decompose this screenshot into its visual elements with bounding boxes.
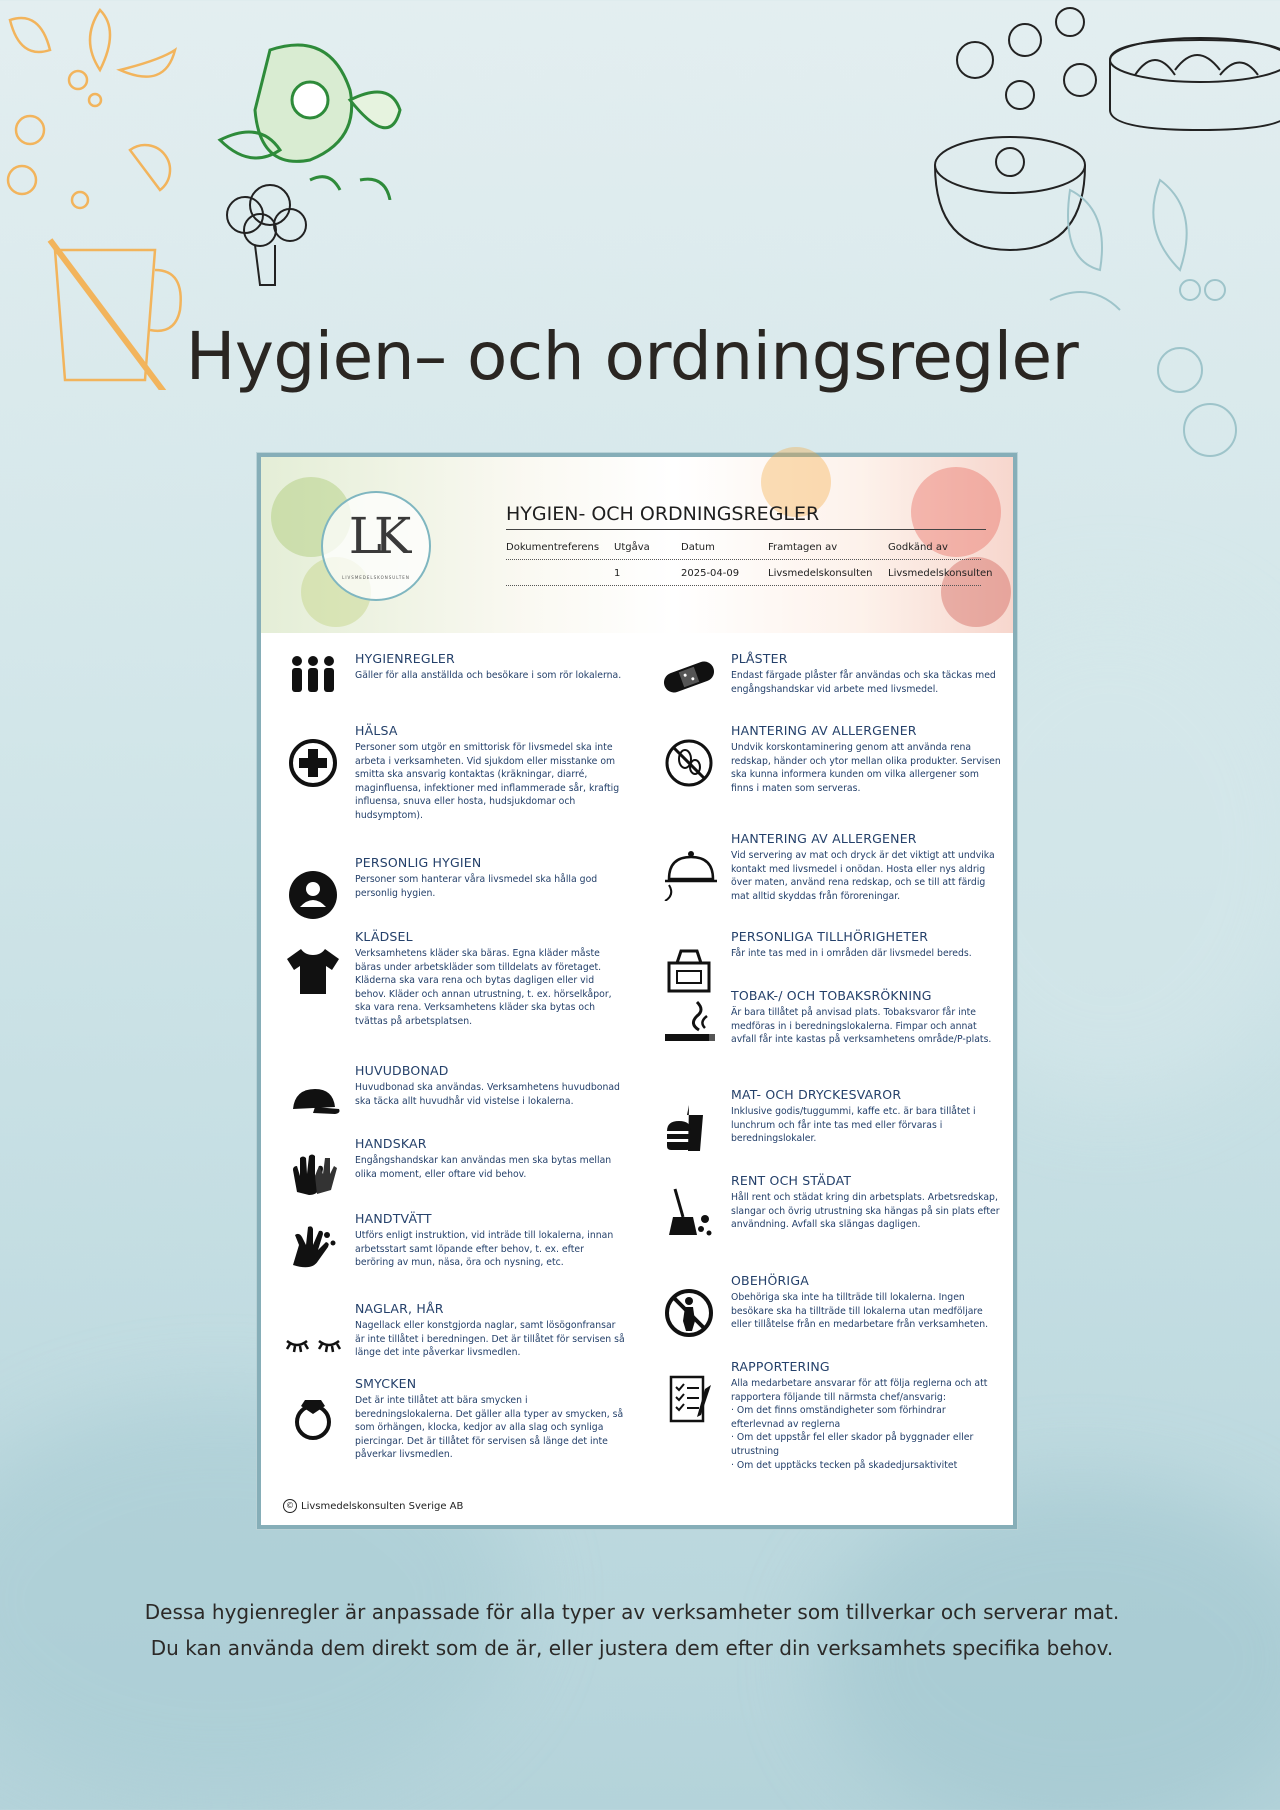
people-icon	[283, 647, 343, 707]
person-icon	[283, 865, 343, 925]
meta-value-date: 2025-04-09	[681, 568, 740, 579]
cap-icon	[283, 1073, 343, 1133]
cloche-icon	[659, 841, 719, 901]
document-title: HYGIEN- OCH ORDNINGSREGLER	[506, 503, 986, 530]
document-preview	[257, 453, 1017, 1529]
rule-text	[731, 1087, 1001, 1146]
rule-text	[355, 929, 625, 1029]
belongings-icon	[659, 939, 719, 999]
copyright-icon: ©	[283, 1499, 297, 1513]
rule-body: Håll rent och städat kring din arbetsplats. Arbetsredskap, slangar och övrig utrustning ska hängas på sin plats efter användning. Avfall ska slängas dagligen.	[731, 1192, 1000, 1231]
rule-body: Är bara tillåtet på anvisad plats. Tobaksvaror får inte medföras in i beredningslokalerna. Fimpar och annat avfall får inte kastas på verksamhetens område/P-plats.	[731, 1007, 992, 1046]
rule-heading: HYGIENREGLER	[355, 651, 455, 666]
document-header	[261, 457, 1013, 633]
rule-body: Alla medarbetare ansvarar för att följa reglerna och att rapportera följande till närmsta chef/ansvarig: · Om det finns omständigheter som förhindrar efterlevnad av reglerna · Om det uppstår fel eller skador på byggnader eller utrustning · Om det upptäcks tecken på skadedjursaktivitet	[731, 1378, 988, 1471]
meta-header-reference: Dokumentreferens	[506, 542, 600, 553]
rule-body: Vid servering av mat och dryck är det viktigt att undvika kontakt med livsmedel i onödan. Hosta eller nys aldrig över maten, använd rena redskap, och se till att färdig mat alltid skyddas från föroreningar.	[731, 850, 995, 902]
fastfood-icon	[659, 1097, 719, 1157]
meta-value-edition: 1	[614, 568, 621, 579]
cleaning-icon	[659, 1183, 719, 1243]
rule-text	[355, 1063, 625, 1108]
avocado-illustration	[210, 30, 410, 200]
rule-text	[731, 1273, 1001, 1332]
meta-header-date: Datum	[681, 542, 715, 553]
rule-body: Endast färgade plåster får användas och ska täckas med engångshandskar vid arbete med livsmedel.	[731, 670, 996, 695]
rule-text	[355, 1376, 625, 1462]
meta-header-row	[506, 540, 981, 560]
rule-heading: TOBAK-/ OCH TOBAKSRÖKNING	[731, 988, 932, 1003]
rule-heading: NAGLAR, HÅR	[355, 1301, 444, 1316]
health-cross-icon	[283, 733, 343, 793]
rules-body	[261, 633, 1013, 1513]
meta-value-author: Livsmedelskonsulten	[768, 568, 873, 579]
rule-body: Gäller för alla anställda och besökare i som rör lokalerna.	[355, 670, 622, 681]
rule-body: Personer som utgör en smittorisk för livsmedel ska inte arbeta i verksamheten. Vid sjukdom eller misstanke om smitta ska ansvarig kontaktas (kräkningar, diarré, maginfluensa, infektioner med inflammerade sår, kraftig influensa, snuva eller hosta, hudsjukdomar och hudsymptom).	[355, 742, 620, 821]
rule-heading: PERSONLIGA TILLHÖRIGHETER	[731, 929, 929, 944]
document-footer	[283, 1499, 463, 1513]
rule-body: Utförs enligt instruktion, vid inträde till lokalerna, innan arbetsstart samt löpande efter behov, t. ex. efter beröring av mun, näsa, öra och nysning, etc.	[355, 1230, 614, 1269]
rule-heading: MAT- OCH DRYCKESVAROR	[731, 1087, 902, 1102]
rule-body: Får inte tas med in i områden där livsmedel bereds.	[731, 948, 972, 959]
rule-text	[355, 651, 625, 683]
footer-text: Livsmedelskonsulten Sverige AB	[301, 1501, 464, 1512]
rule-heading: SMYCKEN	[355, 1376, 417, 1391]
rule-body: Obehöriga ska inte ha tillträde till lokalerna. Ingen besökare ska ha tillträde till lokalerna utan medföljare eller tillåtelse från en medarbetare från verksamheten.	[731, 1292, 989, 1331]
rule-body: Engångshandskar kan användas men ska bytas mellan olika moment, eller oftare vid behov.	[355, 1155, 612, 1180]
rule-heading: HANTERING AV ALLERGENER	[731, 723, 917, 738]
rule-heading: RENT OCH STÄDAT	[731, 1173, 852, 1188]
tshirt-icon	[283, 939, 343, 999]
company-logo	[321, 491, 431, 601]
rule-heading: HANDTVÄTT	[355, 1211, 432, 1226]
rule-text	[731, 929, 1001, 961]
broccoli-illustration	[215, 180, 315, 290]
rule-heading: HUVUDBONAD	[355, 1063, 449, 1078]
eyelashes-icon	[283, 1311, 343, 1371]
rule-body: Undvik korskontaminering genom att använda rena redskap, händer och ytor mellan olika produkter. Servisen ska kunna informera kunden om vilka allergener som finns i maten som serveras.	[731, 742, 1001, 794]
rule-text	[355, 1301, 625, 1360]
rule-heading: KLÄDSEL	[355, 929, 413, 944]
rule-text	[731, 1359, 1001, 1472]
rule-heading: HÄLSA	[355, 723, 398, 738]
page-headline: Hygien– och ordningsregler	[185, 318, 1079, 395]
rule-text	[731, 988, 1001, 1047]
logo-text: LIVSMEDELSKONSULTEN	[342, 575, 410, 580]
rule-body: Inklusive godis/tuggummi, kaffe etc. är bara tillåtet i lunchrum och får inte tas med eller förvaras i beredningslokaler.	[731, 1106, 976, 1145]
rule-heading: RAPPORTERING	[731, 1359, 830, 1374]
no-entry-icon	[659, 1283, 719, 1343]
rule-text	[731, 831, 1001, 903]
meta-header-author: Framtagen av	[768, 542, 838, 553]
rule-body: Huvudbonad ska användas. Verksamhetens huvudbonad ska täcka allt huvudhår vid vistelse i lokalerna.	[355, 1082, 620, 1107]
allergen-icon	[659, 733, 719, 793]
meta-value-approver: Livsmedelskonsulten	[888, 568, 993, 579]
rule-heading: HANTERING AV ALLERGENER	[731, 831, 917, 846]
rule-body: Verksamhetens kläder ska bäras. Egna kläder måste bäras under arbetskläder som tilldelats av företaget. Kläderna ska vara rena och bytas dagligen eller vid behov. Kläder och annan utrustning, t. ex. hörselkåpor, ska vara rena. Verksamhetens kläder ska bytas och tvättas på arbetsplatsen.	[355, 948, 612, 1027]
checklist-icon	[659, 1369, 719, 1429]
rule-heading: PERSONLIG HYGIEN	[355, 855, 482, 870]
caption-line-2: Du kan använda dem direkt som de är, eller justera dem efter din verksamhets specifika behov.	[150, 1636, 1114, 1660]
meta-value-row	[506, 566, 993, 586]
rule-heading: OBEHÖRIGA	[731, 1273, 809, 1288]
caption-line-1: Dessa hygienregler är anpassade för alla typer av verksamheter som tillverkar och serverar mat.	[144, 1600, 1120, 1624]
ring-icon	[283, 1386, 343, 1446]
rule-heading: HANDSKAR	[355, 1136, 427, 1151]
rule-heading: PLÅSTER	[731, 651, 788, 666]
bandage-icon	[659, 647, 719, 707]
rule-body: Det är inte tillåtet att bära smycken i beredningslokalerna. Det gäller alla typer av smycken, så som örhängen, klocka, kedjor av alla slag och synliga piercingar. Det är tillåtet för servisen så länge det inte påverkar livsmedlen.	[355, 1395, 624, 1461]
rule-text	[731, 651, 1001, 696]
smoking-icon	[659, 998, 719, 1058]
rule-text	[355, 1211, 625, 1270]
rule-text	[355, 723, 625, 823]
logo-mark: LK	[348, 507, 404, 565]
gloves-icon	[283, 1146, 343, 1206]
rule-text	[731, 1173, 1001, 1232]
handwash-icon	[283, 1221, 343, 1281]
rule-text	[355, 1136, 625, 1181]
rule-text	[355, 855, 625, 900]
rule-body: Nagellack eller konstgjorda naglar, samt lösögonfransar är inte tillåtet i beredningen. Det är tillåtet för servisen så länge det inte påverkar livsmedlen.	[355, 1320, 625, 1359]
meta-header-edition: Utgåva	[614, 542, 650, 553]
rule-body: Personer som hanterar våra livsmedel ska hålla god personlig hygien.	[355, 874, 598, 899]
meta-header-approver: Godkänd av	[888, 542, 948, 553]
rule-text	[731, 723, 1001, 795]
